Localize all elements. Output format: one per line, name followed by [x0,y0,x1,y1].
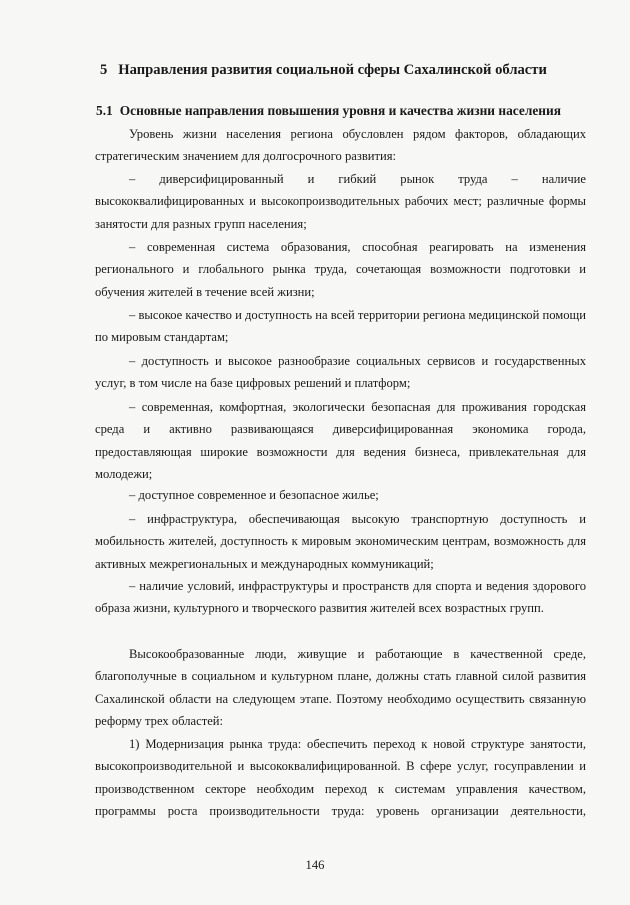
list-item-urban-environment: – современная, комфортная, экологически безопасная для проживания городская среда и активно развивающаяся диверсифицированная экономика города, предоставляющая широкие возможности для ведения бизнеса, привлекательная для молодежи; [95,400,586,481]
section-title: Направления развития социальной сферы Сахалинской области [118,62,547,78]
list-item-sport-culture: – наличие условий, инфраструктуры и пространств для спорта и ведения здорового образа жизни, культурного и творческого развития жителей всех возрастных групп. [95,579,586,616]
subsection-title: Основные направления повышения уровня и качества жизни населения [119,103,561,118]
subsection-number: 5.1 [96,103,113,118]
list-item-labor-market: – диверсифицированный и гибкий рынок труда – наличие высококвалифицированных и высокопроизводительных рабочих мест; различные формы занятости для разных групп населения; [95,172,586,231]
list-item-healthcare: – высокое качество и доступность на всей территории региона медицинской помощи по мировым стандартам; [95,308,586,345]
paragraph-reform: Высокообразованные люди, живущие и работающие в качественной среде, благополучные в социальном и культурном плане, должны стать главной силой развития Сахалинской области на следующем этапе. Поэтому необходимо осуществить связанную реформу трех областей: [95,647,586,728]
list-item-education: – современная система образования, способная реагировать на изменения регионального и глобального рынка труда, сочетающая возможности подготовки и обучения жителей в течение всей жизни; [95,240,586,299]
list-item-housing: – доступное современное и безопасное жилье; [129,488,379,502]
page-number: 146 [305,858,325,872]
section-heading [100,62,600,79]
list-item-labor-modernization: 1) Модернизация рынка труда: обеспечить переход к новой структуре занятости, высокопроизводительной и высококвалифицированной. В сфере услуг, госуправлении и производственном секторе необходим переход к системам управления качеством, программы роста производительности труда: уровень организации деятельности, [95,737,586,818]
section-number: 5 [100,62,108,78]
list-item-infrastructure: – инфраструктура, обеспечивающая высокую транспортную доступность и мобильность жителей, доступность к мировым экономическим центрам, возможность для активных межрегиональных и международных коммуникаций; [95,512,586,571]
paragraph-intro: Уровень жизни населения региона обусловлен рядом факторов, обладающих стратегическим значением для долгосрочного развития: [95,127,586,164]
subsection-heading [96,103,596,119]
list-item-social-services: – доступность и высокое разнообразие социальных сервисов и государственных услуг, в том числе на базе цифровых решений и платформ; [95,354,586,391]
